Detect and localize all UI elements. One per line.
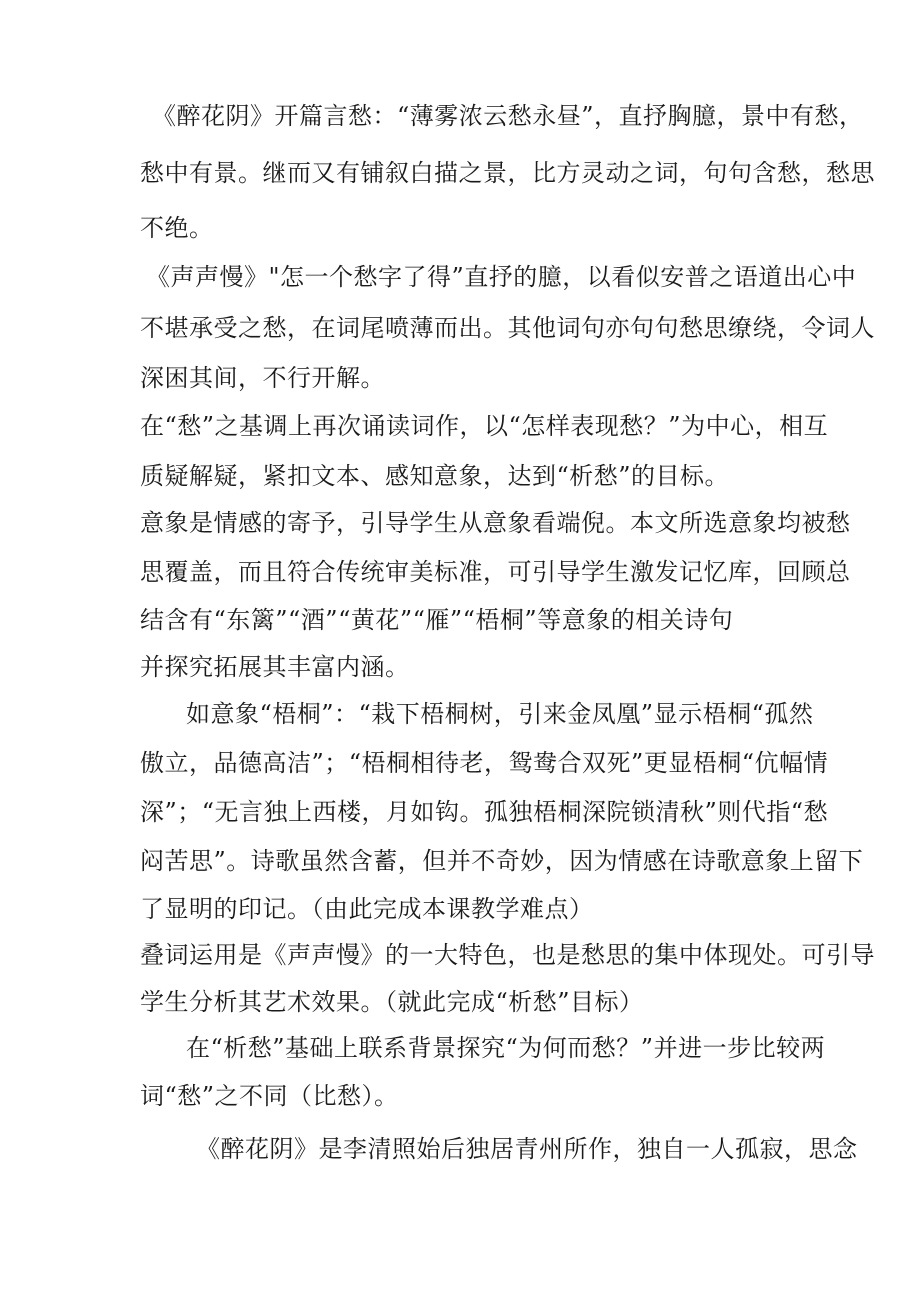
text-line: 意象是情感的寄予，引导学生从意象看端倪。本文所选意象均被愁 [140, 509, 851, 537]
text-line: 了显明的印记。（由此完成本课教学难点） [140, 895, 594, 923]
text-line: 学生分析其艺术效果。（就此完成“析愁”目标） [140, 988, 644, 1016]
text-line: 深困其间，不行开解。 [140, 364, 385, 392]
text-line: 深”；“无言独上西楼，月如钩。孤独梧桐深院锁清秋”则代指“愁 [140, 798, 829, 826]
text-line: 结含有“东篱”“酒”“黄花”“雁”“梧桐”等意象的相关诗句 [140, 606, 734, 634]
text-line: 质疑解疑，紧扣文本、感知意象，达到“析愁”的目标。 [140, 462, 730, 490]
text-line: 词“愁”之不同（比愁）。 [140, 1082, 399, 1110]
text-line: 在“析愁”基础上联系背景探究“为何而愁？”并进一步比较两 [186, 1034, 826, 1062]
text-line: 叠词运用是《声声慢》的一大特色，也是愁思的集中体现处。可引导 [140, 941, 875, 969]
text-line: 愁中有景。继而又有铺叙白描之景，比方灵动之词，句句含愁，愁思 [140, 159, 875, 187]
text-line: 《醉花阴》开篇言愁：“薄雾浓云愁永昼”，直抒胸臆，景中有愁， [152, 102, 864, 130]
text-line: 如意象“梧桐”：“栽下梧桐树，引来金凤凰”显示梧桐“孤然 [186, 700, 814, 728]
text-line: 并探究拓展其丰富内涵。 [140, 653, 410, 681]
text-line: 《声声慢》"怎一个愁字了得”直抒的臆，以看似安普之语道出心中 [146, 263, 857, 291]
text-line: 在“愁”之基调上再次诵读词作，以“怎样表现愁？”为中心，相互 [140, 412, 829, 440]
text-line: 思覆盖，而且符合传统审美标准，可引导学生激发记忆库，回顾总 [140, 558, 851, 586]
text-line: 闷苦思”。诗歌虽然含蓄，但并不奇妙，因为情感在诗歌意象上留下 [140, 847, 864, 875]
text-line: 不堪承受之愁，在词尾喷薄而出。其他词句亦句句愁思缭绕，令词人 [140, 314, 875, 342]
text-line: 傲立，品德高洁”；“梧桐相待老，鸳鸯合双死”更显梧桐“伉幅情 [140, 749, 829, 777]
text-line: 不绝。 [140, 214, 214, 242]
text-line: 《醉花阴》是李清照始后独居青州所作，独自一人孤寂，思念 [196, 1135, 858, 1163]
